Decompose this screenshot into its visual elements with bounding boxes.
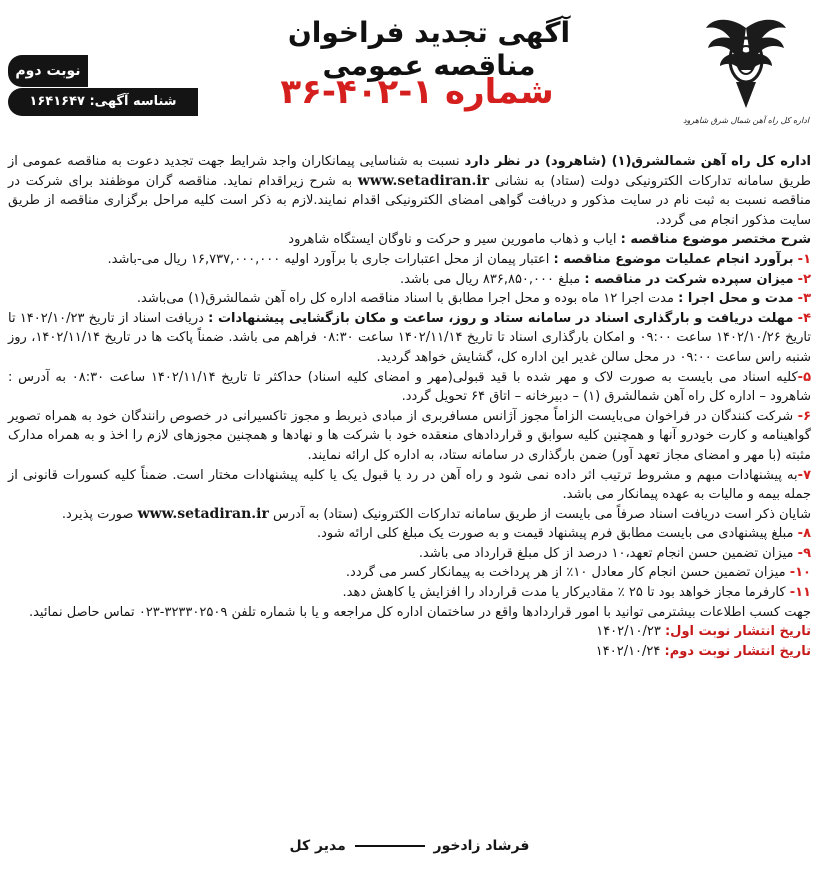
railway-logo [681,8,811,138]
item-label: میزان سپرده شرکت در مناقصه : [584,271,794,287]
item-number: ۶- [797,408,811,424]
item-number: ۷- [797,467,811,483]
item-number: ۹- [797,545,811,561]
summary-label: شرح مختصر موضوع مناقصه : [620,232,811,248]
list-item [8,583,811,603]
item-label: مهلت دریافت و بارگذاری اسناد در سامانه ستاد و روز، ساعت و مکان بازگشایی پیشنهادات : [208,310,794,326]
item-label: برآورد انجام عملیات موضوع مناقصه : [553,251,794,267]
publication-date: ۱۴۰۲/۱۰/۲۳ [596,624,665,640]
intro-text-b: به شرح زیراقدام نماید. مناقصه گران موظفند برای شرکت در مناقصه نسبت به ثبت نام در سایت مذکور و دریافت گواهی امضای الکترونیکی اقدام نمایند.لازم به ذکر است کلیه مراحل برگزاری مناقصه از طریق سایت مذکور انجام می گردد. [8,173,811,228]
intro-text-a: نسبت به شناسایی پیمانکاران واجد شرایط جهت تجدید دعوت به مناقصه عمومی از طریق سامانه تدارکات الکترونیکی دولت (ستاد) به نشانی [8,154,811,189]
notice-paragraph [8,505,811,525]
publication-date-first [8,622,811,642]
intro-site-link[interactable]: www.setadiran.ir [357,172,490,189]
notice-text-b: صورت پذیرد. [61,506,138,522]
round-badge: نوبت دوم [8,55,88,87]
item-number: ۱۰- [789,565,811,581]
item-text: شرکت کنندگان در فراخوان می‌بایست الزاماً مجوز آژانس مسافربری از مبادی ذیربط و مجوز تاکسیرانی در خصوص رانندگان خود به همراه تصویر گواهینامه و کارت خودرو آنها و همچنین کلیه سوابق و قراردادهای منعقده خود با شرکت ها و نهادها و همچنین مجوزهای لازم را اخذ و به همراه مدارک مثبته (با مهر و امضای مجاز تعهد آور) ضمن بارگذاری در سامانه ستاد، به اداره کل ارائه نمایند. [8,408,811,463]
item-number: ۵- [797,369,812,385]
tender-number: شماره ۱-۴۰۲-۳۶ [280,72,554,112]
publication-label: تاریخ انتشار نوبت اول: [664,624,811,640]
notice-text-a: شایان ذکر است دریافت اسناد صرفاً می بایست از طریق سامانه تدارکات الکترونیک (ستاد) به آدرس [268,506,811,522]
item-text: مدت اجرا ۱۲ ماه بوده و محل اجرا مطابق با اسناد مناقصه اداره کل راه آهن شمالشرق(۱) می‌باشد. [136,291,679,307]
publication-label: تاریخ انتشار نوبت دوم: [664,643,811,659]
item-number: ۲- [797,271,811,287]
winged-emblem-icon [700,8,792,116]
list-item [8,524,811,544]
item-text: به پیشنهادات مبهم و مشروط ترتیب اثر داده نمی شود و راه آهن در رد یا قبول یک یا کلیه پیشنهادات مختار است. ضمناً کلیه کسورات قانونی از جمله بیمه و مالیات به عهده پیمانکار می باشد. [8,467,811,503]
notice-body [8,152,811,661]
list-item [8,544,811,564]
signature-line [0,838,819,854]
list-item [8,407,811,466]
item-number: ۴- [797,310,811,326]
item-number: ۸- [797,526,811,542]
list-item [8,289,811,309]
item-number: ۱- [797,251,811,267]
item-label: مدت و محل اجرا : [678,291,794,307]
item-number: ۳- [797,291,811,307]
summary-line [8,230,811,250]
page-title: آگهی تجدید فراخوان مناقصه عمومی [287,16,571,82]
item-text: کلیه اسناد می بایست به صورت لاک و مهر شده با قید قبولی(مهر و امضای کلیه اسناد) حداکثر تا تاریخ ۱۴۰۲/۱۱/۱۴ ساعت ۰۸:۳۰ به آدرس : شاهرود – اداره کل راه آهن شمالشرق (۱) – دبیرخانه – اتاق ۶۴ تحویل گردد. [8,369,811,405]
intro-paragraph [8,152,811,230]
list-item [8,563,811,583]
separator-dash [355,845,425,847]
list-item [8,250,811,270]
publication-date: ۱۴۰۲/۱۰/۲۴ [595,643,665,659]
item-text: میزان تضمین حسن انجام تعهد،۱۰ درصد از کل مبلغ قرارداد می باشد. [418,545,798,561]
list-item [8,466,811,505]
contact-line: جهت کسب اطلاعات بیشترمی توانید با امور قراردادها واقع در ساختمان اداره کل مراجعه و یا با شماره تلفن ۳۲۳۳۰۲۵۰۹-۰۲۳ تماس حاصل نمائید. [28,604,811,620]
item-number: ۱۱- [789,585,811,601]
notice-site-link[interactable]: www.setadiran.ir [137,505,269,522]
item-text: مبلغ پیشنهادی می بایست مطابق فرم پیشنهاد قیمت و به صورت یک مبلغ کلی ارائه شود. [316,526,798,542]
logo-caption: اداره کل راه آهن شمال شرق شاهرود [682,116,810,125]
summary-text: ایاب و ذهاب مامورین سیر و حرکت و ناوگان ایستگاه شاهرود [288,232,621,248]
list-item [8,309,811,368]
signer-role: مدیر کل [289,838,346,854]
list-item [8,368,811,407]
signer-name: فرشاد زادخور [433,838,530,854]
publication-date-second [8,642,811,662]
item-text: اعتبار پیمان از محل اعتبارات جاری با برآورد اولیه ۱۶,۷۳۷,۰۰۰,۰۰۰ ریال می-باشد. [107,251,554,267]
item-text: کارفرما مجاز خواهد بود تا ۲۵ ٪ مقادیرکار یا مدت قرارداد را افزایش یا کاهش دهد. [342,585,790,601]
ad-id-badge: شناسه آگهی: ۱۶۴۱۶۴۷ [8,88,198,116]
item-text: میزان تضمین حسن انجام کار معادل ۱۰٪ از هر پرداخت به پیمانکار کسر می گردد. [345,565,790,581]
notice-header [0,0,819,150]
item-text: دریافت اسناد از تاریخ ۱۴۰۲/۱۰/۲۳ تا تاریخ ۱۴۰۲/۱۰/۲۶ ساعت ۰۹:۰۰ و امکان بارگذاری اسناد تا تاریخ ۱۴۰۲/۱۱/۱۴ ساعت ۰۸:۳۰ فراهم می باشد. ضمناً پاکت ها در تاریخ ۱۴۰۲/۱۱/۱۴، روز شنبه راس ساعت ۰۹:۰۰ در محل سالن غدیر این اداره کل، گشایش خواهد گردید. [8,310,811,365]
list-item [8,270,811,290]
item-text: مبلغ ۸۳۶,۸۵۰,۰۰۰ ریال می باشد. [399,271,585,287]
intro-lead: اداره کل راه آهن شمالشرق(۱) (شاهرود) در نظر دارد [464,154,812,169]
